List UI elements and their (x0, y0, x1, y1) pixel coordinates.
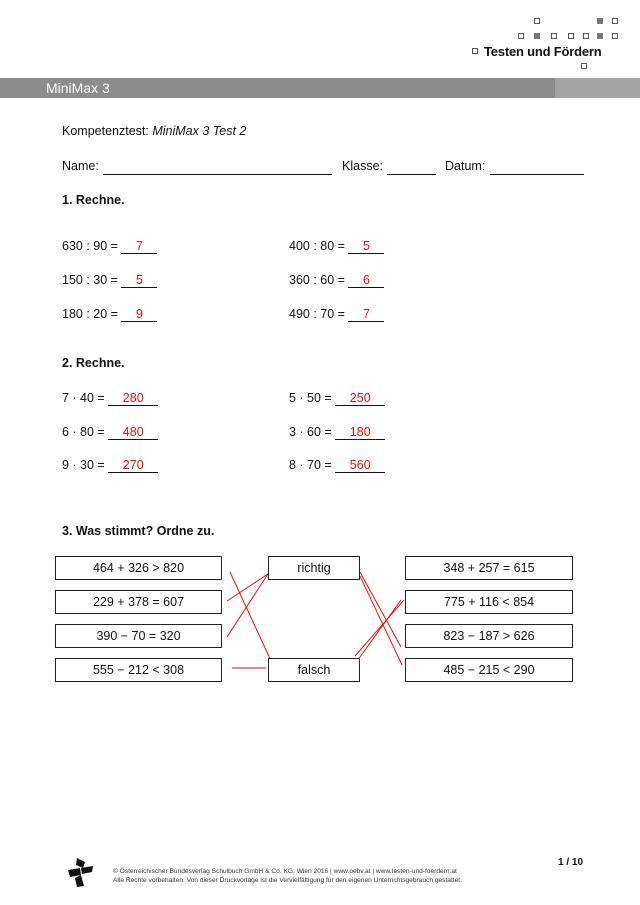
right-statement[interactable]: 823 − 187 > 626 (405, 624, 573, 648)
task-answer[interactable]: 280 (108, 391, 158, 406)
match-line (360, 576, 402, 665)
task-answer[interactable]: 250 (335, 391, 385, 406)
match-line (355, 600, 401, 664)
left-statement[interactable]: 390 − 70 = 320 (55, 624, 222, 648)
left-statement[interactable]: 555 − 212 < 308 (55, 658, 222, 682)
task-answer[interactable]: 6 (348, 273, 384, 288)
test-title-prefix: Kompetenztest: (62, 124, 153, 138)
task-answer[interactable]: 7 (121, 239, 157, 254)
false-box[interactable]: falsch (268, 658, 360, 682)
section2-heading: 2. Rechne. (62, 356, 125, 370)
task-answer[interactable]: 5 (348, 239, 384, 254)
footer-copyright: © Österreichischer Bundesverlag Schulbuch GmbH & Co. KG, Wien 2016 | www.oebv.at | www.testen-und-foerdern.at (113, 868, 457, 875)
section1-heading: 1. Rechne. (62, 193, 125, 207)
task-answer[interactable]: 5 (121, 273, 157, 288)
task-expression: 3 · 60 = (289, 425, 332, 439)
task-answer[interactable]: 480 (108, 425, 158, 440)
footer-text (113, 867, 462, 885)
task-expression: 630 : 90 = (62, 239, 118, 253)
right-statement[interactable]: 775 + 116 < 854 (405, 590, 573, 614)
header-title: MiniMax 3 (46, 80, 110, 96)
match-line (227, 574, 268, 637)
task-expression: 180 : 20 = (62, 307, 118, 321)
test-title-name: MiniMax 3 Test 2 (152, 124, 247, 138)
task-answer[interactable]: 180 (335, 425, 385, 440)
footer-rights: Alle Rechte vorbehalten. Von dieser Druckvorlage ist die Vervielfältigung für den eigenen Unterrichtsgebrauch gestattet. (113, 877, 462, 884)
task-expression: 360 : 60 = (289, 273, 345, 287)
match-line (360, 572, 401, 647)
task-expression: 9 · 30 = (62, 458, 105, 472)
task-expression: 6 · 80 = (62, 425, 105, 439)
task-answer[interactable]: 7 (348, 307, 384, 322)
left-statement[interactable]: 464 + 326 > 820 (55, 556, 222, 580)
task-expression: 150 : 30 = (62, 273, 118, 287)
section3-heading: 3. Was stimmt? Ordne zu. (62, 524, 215, 538)
task-expression: 8 · 70 = (289, 458, 332, 472)
left-statement[interactable]: 229 + 378 = 607 (55, 590, 222, 614)
task-expression: 7 · 40 = (62, 391, 105, 405)
name-label: Name: (62, 159, 99, 173)
date-label: Datum: (445, 159, 486, 173)
task-expression: 5 · 50 = (289, 391, 332, 405)
task-answer[interactable]: 9 (121, 307, 157, 322)
right-statement[interactable]: 348 + 257 = 615 (405, 556, 573, 580)
publisher-logo-icon (66, 856, 96, 888)
task-answer[interactable]: 270 (108, 458, 158, 473)
task-expression: 490 : 70 = (289, 307, 345, 321)
task-expression: 400 : 80 = (289, 239, 345, 253)
class-label: Klasse: (342, 159, 383, 173)
true-box[interactable]: richtig (268, 556, 360, 580)
page-number: 1 / 10 (558, 857, 584, 868)
logo-text: Testen und Fördern (484, 44, 602, 59)
task-answer[interactable]: 560 (335, 458, 385, 473)
right-statement[interactable]: 485 − 215 < 290 (405, 658, 573, 682)
